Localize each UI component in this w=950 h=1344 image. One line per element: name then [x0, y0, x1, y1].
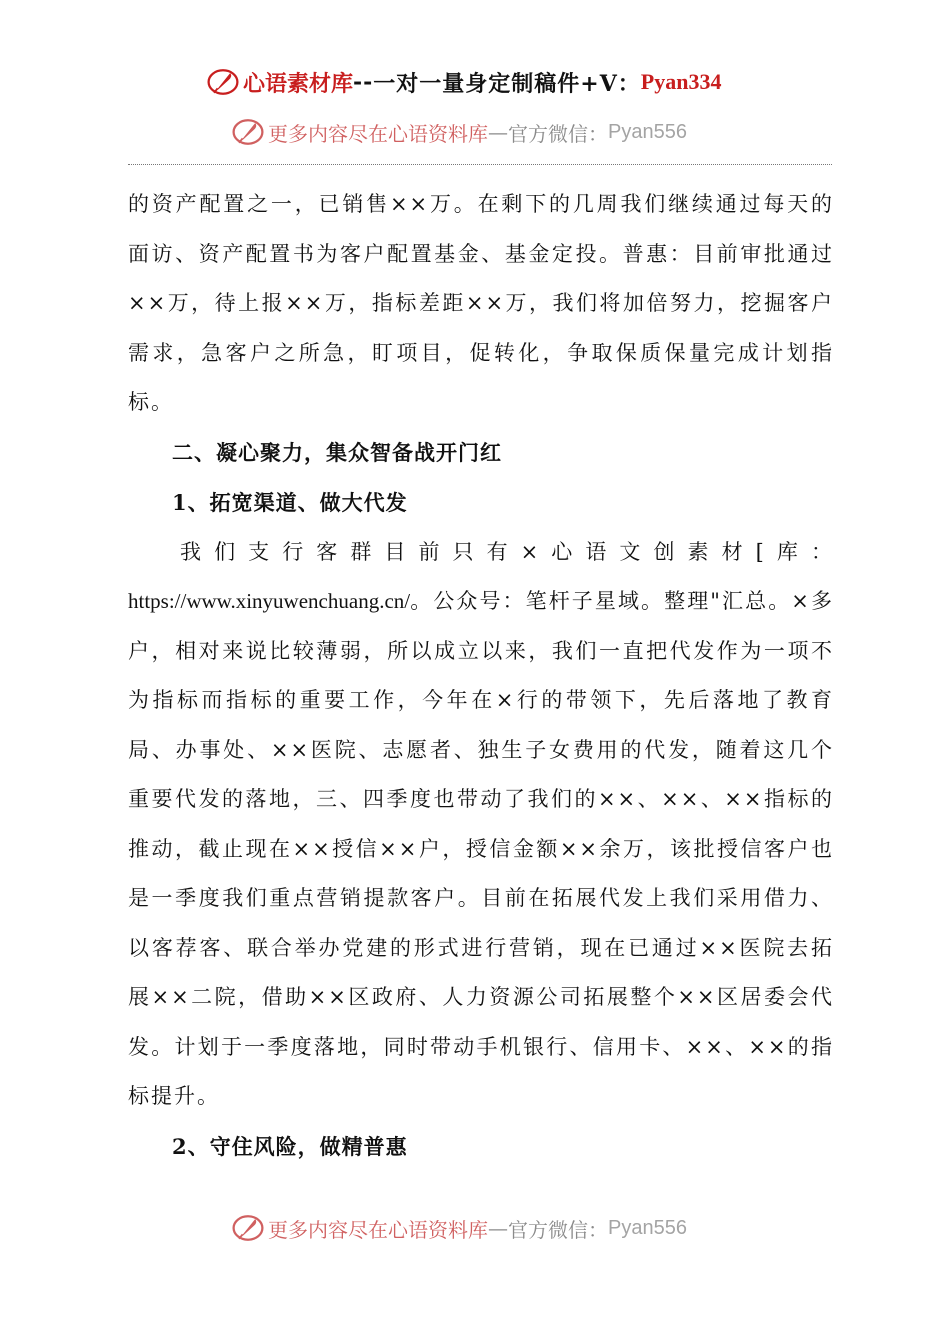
header-subtitle-row	[230, 112, 687, 152]
footer-sub-dash: —	[488, 1216, 508, 1240]
feather-pen-logo-icon	[230, 1210, 266, 1246]
paragraph-2-intro: 我们支行客群目前只有×心语文创素材[库：	[180, 539, 834, 564]
header-brand: 心语素材库	[243, 70, 354, 97]
header-sub-red: 更多内容尽在心语资料库	[268, 121, 488, 146]
feather-pen-logo-icon	[230, 114, 266, 150]
header-divider	[128, 164, 832, 165]
footer-sub-red: 更多内容尽在心语资料库	[268, 1217, 488, 1242]
header-contact: Pyan334	[640, 69, 722, 94]
subsection-heading-2: 2、守住风险，做精普惠	[172, 1133, 408, 1159]
paragraph-2	[128, 528, 834, 1122]
page-footer	[230, 1208, 687, 1248]
website-link[interactable]: https://www.xinyuwenchuang.cn/	[128, 589, 411, 613]
header-title-row	[205, 62, 721, 102]
page-header	[0, 0, 950, 170]
header-sub-grey: 官方微信：	[508, 121, 608, 146]
footer-sub-grey: 官方微信：	[508, 1217, 608, 1242]
footer-sub-contact: Pyan556	[608, 1216, 687, 1239]
section-heading-2: 二、凝心聚力，集众智备战开门红	[172, 439, 502, 465]
header-separator: --	[353, 69, 374, 95]
paragraph-1: 的资产配置之一，已销售××万。在剩下的几周我们继续通过每天的面访、资产配置书为客户配置基金、基金定投。普惠：目前审批通过××万，待上报××万，指标差距××万，我们将加倍努力，挖掘客户需求，急客户之所急，盯项目，促转化，争取保质保量完成计划指标。	[128, 192, 834, 414]
header-sub-dash: —	[488, 120, 508, 144]
header-slogan: 一对一量身定制稿件+V：	[373, 70, 641, 97]
document-body	[128, 180, 834, 1172]
feather-pen-logo-icon	[205, 64, 241, 100]
paragraph-2-body: 。公众号：笔杆子星域。整理"汇总。×多户，相对来说比较薄弱，所以成立以来，我们一直把代发作为一项不为指标而指标的重要工作，今年在×行的带领下，先后落地了教育局、办事处、××医院、志愿者、独生子女费用的代发，随着这几个重要代发的落地，三、四季度也带动了我们的××、××、××指标的推动，截止现在××授信××户，授信金额××余万，该批授信客户也是一季度我们重点营销提款客户。目前在拓展代发上我们采用借力、以客荐客、联合举办党建的形式进行营销，现在已通过××医院去拓展××二院，借助××区政府、人力资源公司拓展整个××区居委会代发。计划于一季度落地，同时带动手机银行、信用卡、××、××的指标提升。	[128, 589, 834, 1108]
header-sub-contact: Pyan556	[608, 120, 687, 143]
subsection-heading-1: 1、拓宽渠道、做大代发	[172, 489, 408, 515]
